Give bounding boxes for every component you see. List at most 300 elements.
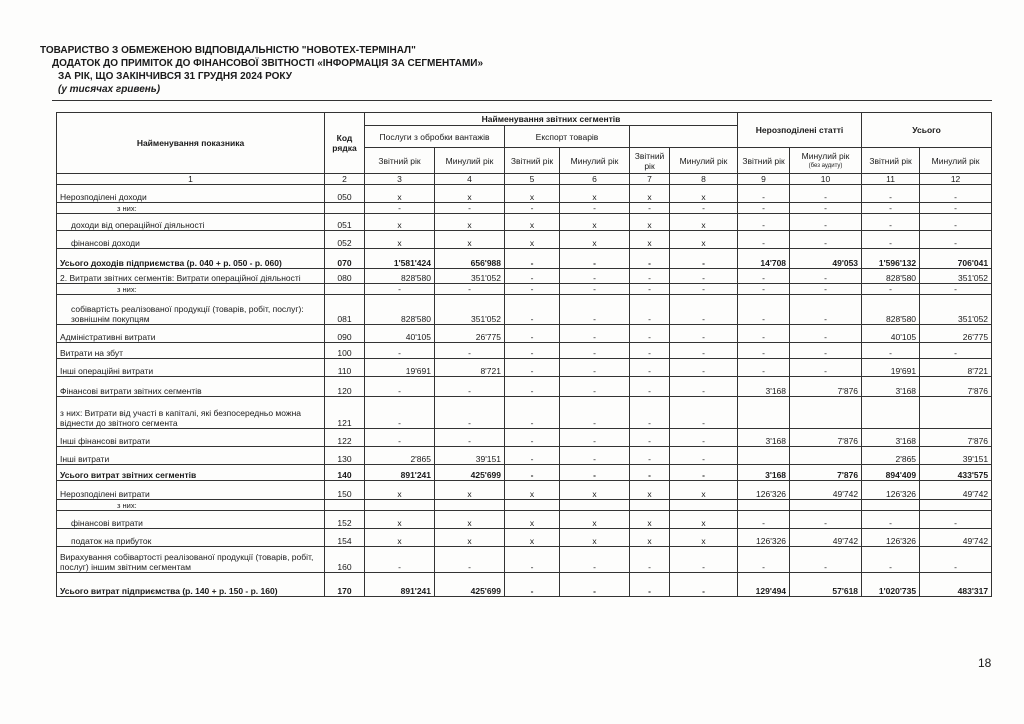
value-cell: 19'691	[365, 359, 435, 377]
value-cell	[790, 397, 862, 429]
value-cell: 425'699	[435, 465, 505, 481]
value-cell: 7'876	[920, 429, 992, 447]
table-row	[57, 529, 992, 547]
value-cell: x	[435, 214, 505, 231]
row-name: Інші фінансові витрати	[57, 429, 325, 447]
value-cell	[738, 447, 790, 465]
value-cell: 3'168	[738, 429, 790, 447]
table-row	[57, 547, 992, 573]
value-cell: 14'708	[738, 249, 790, 269]
value-cell: -	[630, 284, 670, 295]
col-header-previous-unaudited: Минулий рік (без аудиту)	[790, 148, 862, 174]
row-code: 081	[325, 295, 365, 325]
value-cell: -	[738, 511, 790, 529]
value-cell: -	[738, 547, 790, 573]
col-header-export: Експорт товарів	[505, 126, 630, 148]
col-header-cargo-services: Послуги з обробки вантажів	[365, 126, 505, 148]
col-header-total: Усього	[862, 113, 992, 148]
value-cell: -	[630, 447, 670, 465]
value-cell: 19'691	[862, 359, 920, 377]
value-cell: -	[630, 359, 670, 377]
value-cell: -	[505, 295, 560, 325]
value-cell: x	[365, 529, 435, 547]
value-cell: -	[630, 377, 670, 397]
value-cell: 7'876	[790, 429, 862, 447]
value-cell	[790, 500, 862, 511]
value-cell: -	[670, 203, 738, 214]
value-cell: -	[505, 284, 560, 295]
value-cell	[862, 500, 920, 511]
value-cell: -	[630, 573, 670, 597]
value-cell: -	[790, 203, 862, 214]
col-header-name: Найменування показника	[57, 113, 325, 174]
value-cell: 40'105	[862, 325, 920, 343]
col-header-blank	[630, 126, 738, 148]
value-cell: 26'775	[920, 325, 992, 343]
value-cell	[738, 397, 790, 429]
column-number: 12	[920, 174, 992, 185]
value-cell: -	[670, 377, 738, 397]
col-header-previous: Минулий рік	[560, 148, 630, 174]
value-cell: 894'409	[862, 465, 920, 481]
value-cell: 126'326	[862, 481, 920, 500]
table-row	[57, 447, 992, 465]
value-cell: -	[365, 284, 435, 295]
value-cell: -	[505, 397, 560, 429]
row-name: з них:	[57, 284, 325, 295]
value-cell: -	[630, 249, 670, 269]
table-row	[57, 249, 992, 269]
value-cell: 129'494	[738, 573, 790, 597]
col-header-current: Звітний рік	[365, 148, 435, 174]
table-row	[57, 397, 992, 429]
row-name: з них:	[57, 203, 325, 214]
row-name: з них: Витрати від участі в капіталі, які безпосередньо можна віднести до звітного сегмента	[57, 397, 325, 429]
value-cell: x	[505, 231, 560, 249]
value-cell: x	[560, 529, 630, 547]
value-cell: -	[862, 547, 920, 573]
col-header-previous: Минулий рік	[670, 148, 738, 174]
table-row	[57, 284, 992, 295]
value-cell: -	[630, 295, 670, 325]
row-name: Усього витрат підприємства (р. 140 + р. 150 - р. 160)	[57, 573, 325, 597]
value-cell	[505, 500, 560, 511]
value-cell: -	[505, 429, 560, 447]
value-cell: -	[505, 447, 560, 465]
value-cell: 706'041	[920, 249, 992, 269]
table-row	[57, 377, 992, 397]
value-cell: x	[630, 481, 670, 500]
value-cell: -	[560, 447, 630, 465]
value-cell: x	[630, 185, 670, 203]
table-row	[57, 481, 992, 500]
row-code: 160	[325, 547, 365, 573]
column-number: 7	[630, 174, 670, 185]
value-cell: 483'317	[920, 573, 992, 597]
value-cell: -	[505, 573, 560, 597]
table-row	[57, 295, 992, 325]
value-cell: -	[670, 343, 738, 359]
value-cell	[738, 500, 790, 511]
col-header-current: Звітний рік	[862, 148, 920, 174]
value-cell	[630, 500, 670, 511]
value-cell: -	[560, 203, 630, 214]
value-cell	[920, 500, 992, 511]
value-cell	[862, 397, 920, 429]
value-cell: 126'326	[738, 529, 790, 547]
value-cell: -	[505, 547, 560, 573]
value-cell: 1'020'735	[862, 573, 920, 597]
value-cell: -	[738, 284, 790, 295]
value-cell: -	[670, 547, 738, 573]
value-cell: -	[790, 359, 862, 377]
value-cell: 49'742	[790, 529, 862, 547]
value-cell: -	[790, 343, 862, 359]
value-cell: -	[630, 429, 670, 447]
value-cell: x	[560, 185, 630, 203]
value-cell: 3'168	[738, 377, 790, 397]
value-cell: x	[670, 511, 738, 529]
value-cell: -	[365, 547, 435, 573]
value-cell: -	[920, 185, 992, 203]
value-cell: -	[560, 429, 630, 447]
value-cell: x	[630, 231, 670, 249]
document-header	[40, 44, 483, 96]
row-code: 050	[325, 185, 365, 203]
value-cell: -	[862, 511, 920, 529]
column-number: 3	[365, 174, 435, 185]
value-cell: -	[560, 295, 630, 325]
value-cell: -	[560, 343, 630, 359]
value-cell: -	[365, 343, 435, 359]
table-row	[57, 500, 992, 511]
row-name: фінансові витрати	[57, 511, 325, 529]
row-code	[325, 284, 365, 295]
value-cell: -	[862, 231, 920, 249]
value-cell: 49'742	[920, 529, 992, 547]
value-cell: 891'241	[365, 465, 435, 481]
col-header-code: Код рядка	[325, 113, 365, 174]
value-cell: -	[365, 397, 435, 429]
value-cell: x	[365, 185, 435, 203]
value-cell: x	[505, 481, 560, 500]
row-name: Усього витрат звітних сегментів	[57, 465, 325, 481]
value-cell: 828'580	[365, 269, 435, 284]
value-cell: 891'241	[365, 573, 435, 597]
document-subtitle: ДОДАТОК ДО ПРИМІТОК ДО ФІНАНСОВОЇ ЗВІТНОСТІ «ІНФОРМАЦІЯ ЗА СЕГМЕНТАМИ»	[52, 58, 484, 69]
column-numbers-row	[57, 174, 992, 185]
row-name: собівартість реалізованої продукції (товарів, робіт, послуг): зовнішнім покупцям	[57, 295, 325, 325]
value-cell: -	[738, 359, 790, 377]
row-code: 110	[325, 359, 365, 377]
value-cell: -	[670, 249, 738, 269]
value-cell	[435, 500, 505, 511]
value-cell: -	[738, 325, 790, 343]
column-number: 5	[505, 174, 560, 185]
table-row	[57, 511, 992, 529]
value-cell: -	[435, 284, 505, 295]
column-number: 1	[57, 174, 325, 185]
row-name: фінансові доходи	[57, 231, 325, 249]
value-cell: -	[920, 214, 992, 231]
segments-table	[56, 112, 992, 597]
value-cell: 126'326	[862, 529, 920, 547]
value-cell: x	[365, 481, 435, 500]
col-header-previous: Минулий рік	[435, 148, 505, 174]
row-code: 051	[325, 214, 365, 231]
value-cell: -	[505, 465, 560, 481]
row-code: 140	[325, 465, 365, 481]
value-cell: -	[790, 511, 862, 529]
value-cell: -	[560, 573, 630, 597]
value-cell: x	[365, 511, 435, 529]
column-number: 4	[435, 174, 505, 185]
value-cell: 8'721	[920, 359, 992, 377]
value-cell: -	[560, 397, 630, 429]
row-code: 130	[325, 447, 365, 465]
table-row	[57, 231, 992, 249]
value-cell: 1'581'424	[365, 249, 435, 269]
value-cell: -	[920, 203, 992, 214]
value-cell: 828'580	[862, 269, 920, 284]
value-cell: x	[435, 481, 505, 500]
value-cell: -	[920, 231, 992, 249]
row-code: 080	[325, 269, 365, 284]
value-cell: -	[790, 325, 862, 343]
value-cell: -	[790, 231, 862, 249]
row-name: Нерозподілені витрати	[57, 481, 325, 500]
value-cell: x	[630, 529, 670, 547]
value-cell: -	[505, 249, 560, 269]
row-name: 2. Витрати звітних сегментів: Витрати операційної діяльності	[57, 269, 325, 284]
value-cell: 656'988	[435, 249, 505, 269]
company-name: ТОВАРИСТВО З ОБМЕЖЕНОЮ ВІДПОВІДАЛЬНІСТЮ "НОВОТЕХ-ТЕРМІНАЛ"	[40, 45, 416, 56]
value-cell: 26'775	[435, 325, 505, 343]
value-cell: 7'876	[920, 377, 992, 397]
col-header-unallocated: Нерозподілені статті	[738, 113, 862, 148]
table-row	[57, 214, 992, 231]
row-code	[325, 203, 365, 214]
value-cell: x	[365, 214, 435, 231]
row-code: 100	[325, 343, 365, 359]
value-cell: -	[435, 547, 505, 573]
value-cell: x	[505, 511, 560, 529]
value-cell: 7'876	[790, 377, 862, 397]
value-cell: -	[790, 269, 862, 284]
value-cell: -	[738, 269, 790, 284]
value-cell: -	[670, 284, 738, 295]
value-cell: -	[560, 249, 630, 269]
value-cell: x	[435, 231, 505, 249]
value-cell: -	[630, 465, 670, 481]
value-cell: 126'326	[738, 481, 790, 500]
value-cell: x	[630, 511, 670, 529]
value-cell: -	[862, 343, 920, 359]
value-cell: 1'596'132	[862, 249, 920, 269]
value-cell: x	[505, 214, 560, 231]
row-name: податок на прибуток	[57, 529, 325, 547]
table-row	[57, 203, 992, 214]
row-name: Інші витрати	[57, 447, 325, 465]
value-cell: 351'052	[435, 269, 505, 284]
value-cell: -	[560, 325, 630, 343]
value-cell: -	[670, 295, 738, 325]
value-cell: -	[505, 343, 560, 359]
value-cell	[365, 500, 435, 511]
value-cell: x	[670, 481, 738, 500]
row-code: 090	[325, 325, 365, 343]
value-cell: -	[560, 284, 630, 295]
row-code: 121	[325, 397, 365, 429]
value-cell: 7'876	[790, 465, 862, 481]
row-code: 120	[325, 377, 365, 397]
value-cell: x	[670, 529, 738, 547]
row-code: 150	[325, 481, 365, 500]
table-row	[57, 429, 992, 447]
value-cell: -	[435, 343, 505, 359]
value-cell: -	[630, 269, 670, 284]
value-cell: x	[505, 529, 560, 547]
value-cell: x	[435, 529, 505, 547]
value-cell: -	[560, 359, 630, 377]
value-cell: x	[670, 185, 738, 203]
value-cell: -	[435, 429, 505, 447]
col-header-current: Звітний рік	[630, 148, 670, 174]
value-cell: -	[435, 397, 505, 429]
col-header-segments: Найменування звітних сегментів	[365, 113, 738, 126]
table-row	[57, 573, 992, 597]
value-cell: x	[560, 481, 630, 500]
value-cell: -	[790, 214, 862, 231]
value-cell: -	[862, 185, 920, 203]
value-cell: x	[560, 511, 630, 529]
row-name: Вирахування собівартості реалізованої продукції (товарів, робіт, послуг) іншим звітним сегментам	[57, 547, 325, 573]
value-cell: -	[505, 359, 560, 377]
column-number: 8	[670, 174, 738, 185]
table-row	[57, 269, 992, 284]
value-cell: -	[670, 429, 738, 447]
value-cell: -	[670, 397, 738, 429]
row-name: з них:	[57, 500, 325, 511]
value-cell: -	[670, 465, 738, 481]
value-cell: -	[738, 231, 790, 249]
value-cell: -	[630, 325, 670, 343]
value-cell: -	[560, 377, 630, 397]
value-cell: -	[630, 203, 670, 214]
value-cell: 40'105	[365, 325, 435, 343]
value-cell: -	[862, 214, 920, 231]
value-cell	[920, 397, 992, 429]
value-cell: 2'865	[862, 447, 920, 465]
value-cell: 49'742	[920, 481, 992, 500]
value-cell: 49'053	[790, 249, 862, 269]
value-cell: 828'580	[862, 295, 920, 325]
value-cell: 425'699	[435, 573, 505, 597]
value-cell	[670, 500, 738, 511]
value-cell: -	[920, 284, 992, 295]
value-cell: -	[920, 547, 992, 573]
column-number: 9	[738, 174, 790, 185]
value-cell: 3'168	[862, 377, 920, 397]
row-name: доходи від операційної діяльності	[57, 214, 325, 231]
row-name: Усього доходів підприємства (р. 040 + р. 050 - р. 060)	[57, 249, 325, 269]
report-period: ЗА РІК, ЩО ЗАКІНЧИВСЯ 31 ГРУДНЯ 2024 РОКУ	[58, 71, 292, 82]
value-cell: -	[435, 377, 505, 397]
value-cell: -	[630, 547, 670, 573]
value-cell: -	[738, 343, 790, 359]
value-cell: -	[505, 325, 560, 343]
col-header-previous: Минулий рік	[920, 148, 992, 174]
value-cell: -	[505, 269, 560, 284]
value-cell: 351'052	[920, 295, 992, 325]
value-cell: 3'168	[862, 429, 920, 447]
value-cell: -	[505, 203, 560, 214]
units-note: (у тисячах гривень)	[58, 84, 161, 95]
value-cell: 828'580	[365, 295, 435, 325]
value-cell: x	[505, 185, 560, 203]
value-cell: -	[790, 547, 862, 573]
row-code	[325, 500, 365, 511]
value-cell	[560, 500, 630, 511]
value-cell: x	[435, 511, 505, 529]
value-cell: -	[630, 343, 670, 359]
value-cell: 39'151	[920, 447, 992, 465]
row-code: 052	[325, 231, 365, 249]
column-number: 11	[862, 174, 920, 185]
value-cell: 39'151	[435, 447, 505, 465]
row-name: Витрати на збут	[57, 343, 325, 359]
column-number: 6	[560, 174, 630, 185]
value-cell: -	[365, 203, 435, 214]
row-code: 154	[325, 529, 365, 547]
value-cell: -	[560, 465, 630, 481]
value-cell: -	[862, 284, 920, 295]
value-cell: 57'618	[790, 573, 862, 597]
table-row	[57, 359, 992, 377]
value-cell: -	[920, 343, 992, 359]
table-body	[57, 185, 992, 597]
value-cell: -	[790, 185, 862, 203]
header-rule	[52, 100, 992, 101]
value-cell: -	[670, 573, 738, 597]
value-cell: -	[505, 377, 560, 397]
value-cell: -	[670, 447, 738, 465]
page-number: 18	[978, 656, 992, 670]
value-cell: -	[738, 185, 790, 203]
value-cell: -	[560, 547, 630, 573]
value-cell: -	[670, 269, 738, 284]
table-row	[57, 325, 992, 343]
row-name: Фінансові витрати звітних сегментів	[57, 377, 325, 397]
row-code: 152	[325, 511, 365, 529]
col-header-current: Звітний рік	[738, 148, 790, 174]
row-code: 070	[325, 249, 365, 269]
value-cell: x	[560, 231, 630, 249]
value-cell: 3'168	[738, 465, 790, 481]
value-cell: x	[560, 214, 630, 231]
value-cell: x	[435, 185, 505, 203]
value-cell: x	[670, 214, 738, 231]
value-cell: -	[790, 295, 862, 325]
row-name: Нерозподілені доходи	[57, 185, 325, 203]
value-cell: -	[790, 284, 862, 295]
value-cell: -	[435, 203, 505, 214]
value-cell: x	[670, 231, 738, 249]
table-row	[57, 185, 992, 203]
value-cell: 2'865	[365, 447, 435, 465]
col-header-current: Звітний рік	[505, 148, 560, 174]
value-cell: x	[630, 214, 670, 231]
